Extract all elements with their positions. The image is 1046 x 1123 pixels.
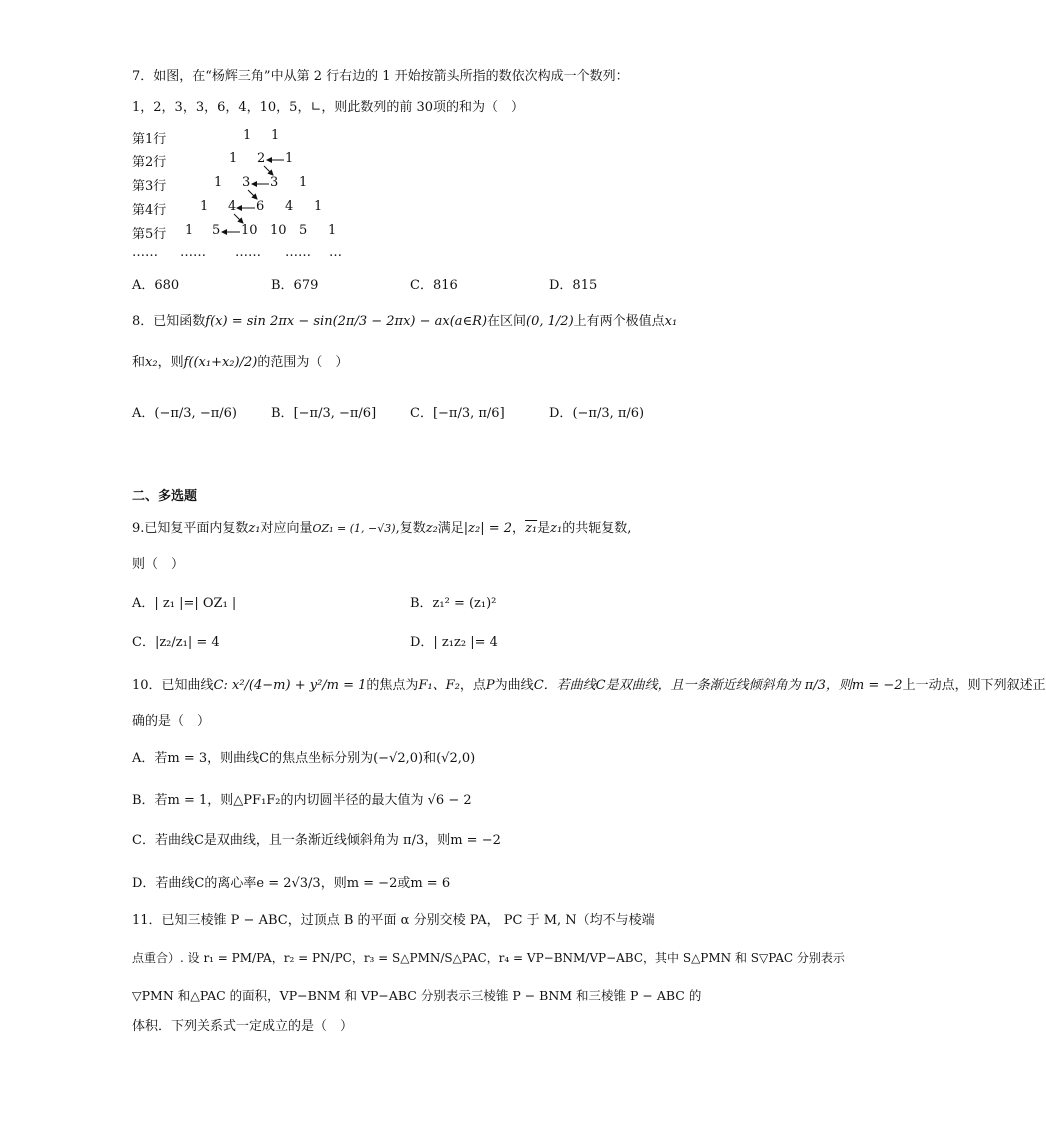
q9-option-b[interactable]: B．z₁² = (z₁)² xyxy=(410,596,497,611)
row-dots: …… xyxy=(180,245,206,260)
triangle-number: 1 xyxy=(243,128,252,143)
triangle-number: 1 xyxy=(229,151,238,166)
q10-text: 为曲线 xyxy=(494,678,534,693)
q10-curve: C: x²/(4−m) + y²/m = 1 xyxy=(213,678,367,693)
q10-curve-name: C．若曲线C是双曲线，且一条渐近线倾斜角为 π/3，则m = −2 xyxy=(533,678,903,693)
triangle-number: 4 xyxy=(285,199,294,214)
q8-line2-text: ，则 xyxy=(157,355,184,370)
q9-z1: z₁ xyxy=(550,521,563,536)
q11-line1: 11．已知三棱锥 P − ABC，过顶点 B 的平面 α 分别交棱 PA， PC 于 M, N（均不与棱端 xyxy=(132,913,655,928)
q7-option-c[interactable]: C．816 xyxy=(410,278,458,293)
q11-line2: 点重合）. 设 r₁ = PM/PA，r₂ = PN/PC，r₃ = S△PMN/S△PAC，r₄ = VP−BNM/VP−ABC，其中 S△PMN 和 S▽PAC 分别表示 xyxy=(132,951,845,965)
q8-line2-text: 的范围为（ ） xyxy=(257,355,349,370)
q9-option-a[interactable]: A．| z₁ |=| OZ₁ | xyxy=(132,596,237,611)
option-text: (−π/3, π/6) xyxy=(572,406,645,421)
q9-line2: 则（ ） xyxy=(132,557,185,572)
arrow xyxy=(264,166,273,175)
q8-option-c[interactable] xyxy=(410,405,505,423)
q9-z2: z₂ xyxy=(425,521,438,536)
triangle-number: 5 xyxy=(212,223,221,238)
triangle-number: 1 xyxy=(285,151,294,166)
q10-option-a[interactable]: A．若m = 3，则曲线C的焦点坐标分别为(−√2,0)和(√2,0) xyxy=(132,751,476,766)
q8-mid: 在区间 xyxy=(487,314,527,329)
q8-option-a[interactable] xyxy=(132,405,237,423)
q8-interval: (0, 1/2) xyxy=(526,314,574,329)
q9-vector: OZ₁ = (1, −√3) xyxy=(312,522,396,535)
triangle-number: 5 xyxy=(299,223,308,238)
section-heading: 二、多选题 xyxy=(132,489,198,504)
q8-expression: f((x₁+x₂)/2) xyxy=(183,355,258,370)
triangle-arrows xyxy=(132,128,392,248)
row-label: 第5行 xyxy=(132,227,167,242)
q8-line2 xyxy=(132,354,348,372)
q10-text: 的焦点为 xyxy=(366,678,419,693)
q8-option-d[interactable] xyxy=(549,405,644,423)
q8-lead: 8．已知函数 xyxy=(132,314,206,329)
triangle-number: 1 xyxy=(328,223,337,238)
triangle-number: 4 xyxy=(228,199,237,214)
q9-line1 xyxy=(132,520,631,538)
q9-condition: |z₂| = 2 xyxy=(463,521,513,536)
q9-text: 9.已知复平面内复数 xyxy=(132,521,249,536)
triangle-number: 1 xyxy=(299,175,308,190)
q10-option-c[interactable]: C．若曲线C是双曲线，且一条渐近线倾斜角为 π/3，则m = −2 xyxy=(132,833,501,848)
q9-text: 对应向量 xyxy=(260,521,313,536)
q9-text: 的共轭复数, xyxy=(562,521,632,536)
q8-x1: x₁ xyxy=(664,314,678,329)
triangle-number: 10 xyxy=(241,223,258,238)
triangle-number: 10 xyxy=(270,223,287,238)
triangle-number: 2 xyxy=(257,151,266,166)
q10-text: 10．已知曲线 xyxy=(132,678,214,693)
q7-line1: 7．如图，在“杨辉三角”中从第 2 行右边的 1 开始按箭头所指的数依次构成一个数列： xyxy=(132,69,629,84)
q10-text: 上一动点，则下列叙述正 xyxy=(902,678,1046,693)
q9-text: 是 xyxy=(537,521,551,536)
q11-line4: 体积．下列关系式一定成立的是（ ） xyxy=(132,1019,354,1034)
q10-text: ，点 xyxy=(459,678,486,693)
q8-line2-text: 和 xyxy=(132,355,146,370)
row-label: 第1行 xyxy=(132,132,167,147)
q10-foci: F₁、F₂ xyxy=(418,678,460,693)
triangle-number: 1 xyxy=(185,223,194,238)
triangle-number: 1 xyxy=(200,199,209,214)
q10-point: P xyxy=(485,678,495,693)
arrow xyxy=(248,190,257,199)
triangle-number: 1 xyxy=(314,199,323,214)
q9-z1: z₁ xyxy=(248,521,261,536)
triangle-number: 1 xyxy=(214,175,223,190)
q8-tail: 上有两个极值点 xyxy=(573,314,665,329)
q8-function: f(x) = sin 2πx − sin(2π/3 − 2πx) − ax(a∈R) xyxy=(205,314,488,329)
q9-text: ,复数 xyxy=(395,521,426,536)
row-label: 第3行 xyxy=(132,179,167,194)
row-dots: …… xyxy=(132,245,158,260)
q9-option-c[interactable]: C．|z₂/z₁| = 4 xyxy=(132,635,220,650)
option-text: [−π/3, −π/6] xyxy=(293,406,377,421)
arrow xyxy=(234,214,243,223)
q11-line3: ▽PMN 和△PAC 的面积，VP−BNM 和 VP−ABC 分别表示三棱锥 P − BNM 和三棱锥 P − ABC 的 xyxy=(132,988,702,1003)
q9-option-d[interactable]: D．| z₁z₂ |= 4 xyxy=(410,635,498,650)
q7-option-b[interactable]: B．679 xyxy=(271,278,319,293)
triangle-number: 6 xyxy=(256,199,265,214)
triangle-number: 3 xyxy=(242,175,251,190)
q10-line1 xyxy=(132,677,1046,695)
row-dots: …… xyxy=(285,245,311,260)
yanghui-triangle xyxy=(132,128,392,263)
q8-x2: x₂ xyxy=(145,355,158,370)
q7-option-a[interactable]: A．680 xyxy=(132,278,180,293)
row-dots: … xyxy=(329,245,342,260)
row-label: 第4行 xyxy=(132,203,167,218)
option-label: D． xyxy=(549,406,573,421)
q9-text: 满足 xyxy=(437,521,464,536)
q7-line2: 1，2，3，3，6，4，10，5，∟，则此数列的前 30项的和为（ ） xyxy=(132,100,525,115)
q9-conjugate: z₁ xyxy=(525,521,538,536)
q9-text: ， xyxy=(512,521,526,536)
q8-option-b[interactable] xyxy=(271,405,376,423)
option-label: B． xyxy=(271,406,294,421)
option-text: (−π/3, −π/6) xyxy=(154,406,237,421)
row-label: 第2行 xyxy=(132,155,167,170)
option-text: [−π/3, π/6] xyxy=(432,406,505,421)
option-label: C． xyxy=(410,406,433,421)
q8-line1 xyxy=(132,313,677,331)
option-label: A． xyxy=(132,406,155,421)
q10-line2: 确的是（ ） xyxy=(132,714,211,729)
q7-option-d[interactable]: D．815 xyxy=(549,278,598,293)
q10-option-d[interactable]: D．若曲线C的离心率e = 2√3/3，则m = −2或m = 6 xyxy=(132,876,451,891)
row-dots: …… xyxy=(235,245,261,260)
triangle-number: 3 xyxy=(270,175,279,190)
triangle-number: 1 xyxy=(271,128,280,143)
q10-option-b[interactable]: B．若m = 1，则△PF₁F₂的内切圆半径的最大值为 √6 − 2 xyxy=(132,793,472,808)
